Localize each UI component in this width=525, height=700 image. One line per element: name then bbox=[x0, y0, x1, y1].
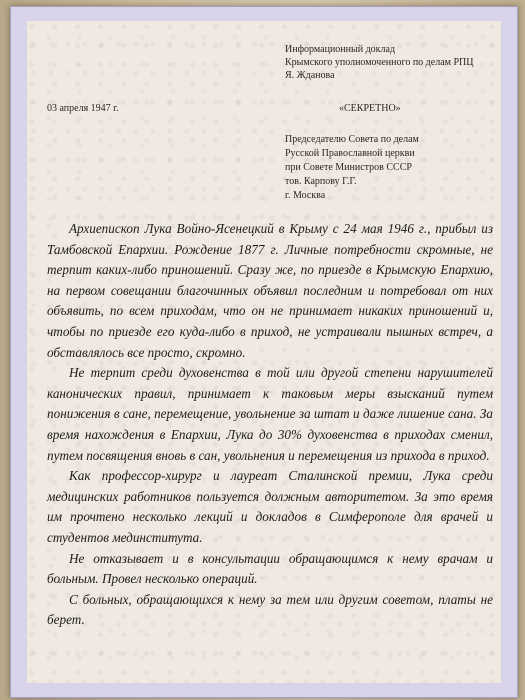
addressee-line: Русской Православной церкви bbox=[285, 148, 415, 159]
document-date: 03 апреля 1947 г. bbox=[47, 103, 119, 114]
body-paragraph: Не отказывает и в консультации обращающимся к нему врачам и больным. Провел несколько операций. bbox=[47, 550, 493, 587]
addressee-line: тов. Карпову Г.Г. bbox=[285, 176, 357, 187]
report-body bbox=[47, 219, 493, 631]
report-header bbox=[285, 43, 495, 82]
header-line: Крымского уполномоченного по делам РПЦ bbox=[285, 57, 474, 68]
classification-stamp: «СЕКРЕТНО» bbox=[339, 103, 401, 114]
document-page bbox=[27, 21, 501, 683]
body-paragraph: Как профессор-хирург и лауреат Сталинской премии, Лука среди медицинских работников пользуется должным авторитетом. За это время им прочтено несколько лекций и докладов в Симферополе для врачей и студентов мединститута. bbox=[47, 468, 493, 545]
addressee-block bbox=[285, 133, 495, 203]
addressee-line: при Совете Министров СССР bbox=[285, 162, 412, 173]
header-line: Информационный доклад bbox=[285, 44, 396, 55]
addressee-line: Председателю Совета по делам bbox=[285, 134, 419, 145]
header-line: Я. Жданова bbox=[285, 70, 335, 81]
body-paragraph: Архиепископ Лука Войно-Ясенецкий в Крыму с 24 мая 1946 г., прибыл из Тамбовской Епархии. Рождение 1877 г. Личные потребности скромные, не терпит каких-либо приношений. Сразу же, по приезде в Крымскую Епархию, на первом совещании благочинных объявил последним и потребовал от них объявить, по всем приходам, что он не принимает никаких приношений и, чтобы по приезде его куда-либо в приход, не устраивали пышных встреч, а обставлялось все просто, скромно. bbox=[47, 221, 493, 360]
document-frame bbox=[10, 6, 518, 698]
body-paragraph: С больных, обращающихся к нему за тем или другим советом, платы не берет. bbox=[47, 591, 493, 628]
body-paragraph: Не терпит среди духовенства в той или другой степени нарушителей канонических правил, принимает к таковым меры взысканий путем понижения в сане, перемещение, увольнение за штат и даже лишение сана. За время нахождения в Епархии, Лука до 30% духовенства в приходах сменил, путем посвящения вновь в сан, увольнения и перемещения из прихода в приход. bbox=[47, 365, 493, 463]
addressee-line: г. Москва bbox=[285, 190, 326, 201]
